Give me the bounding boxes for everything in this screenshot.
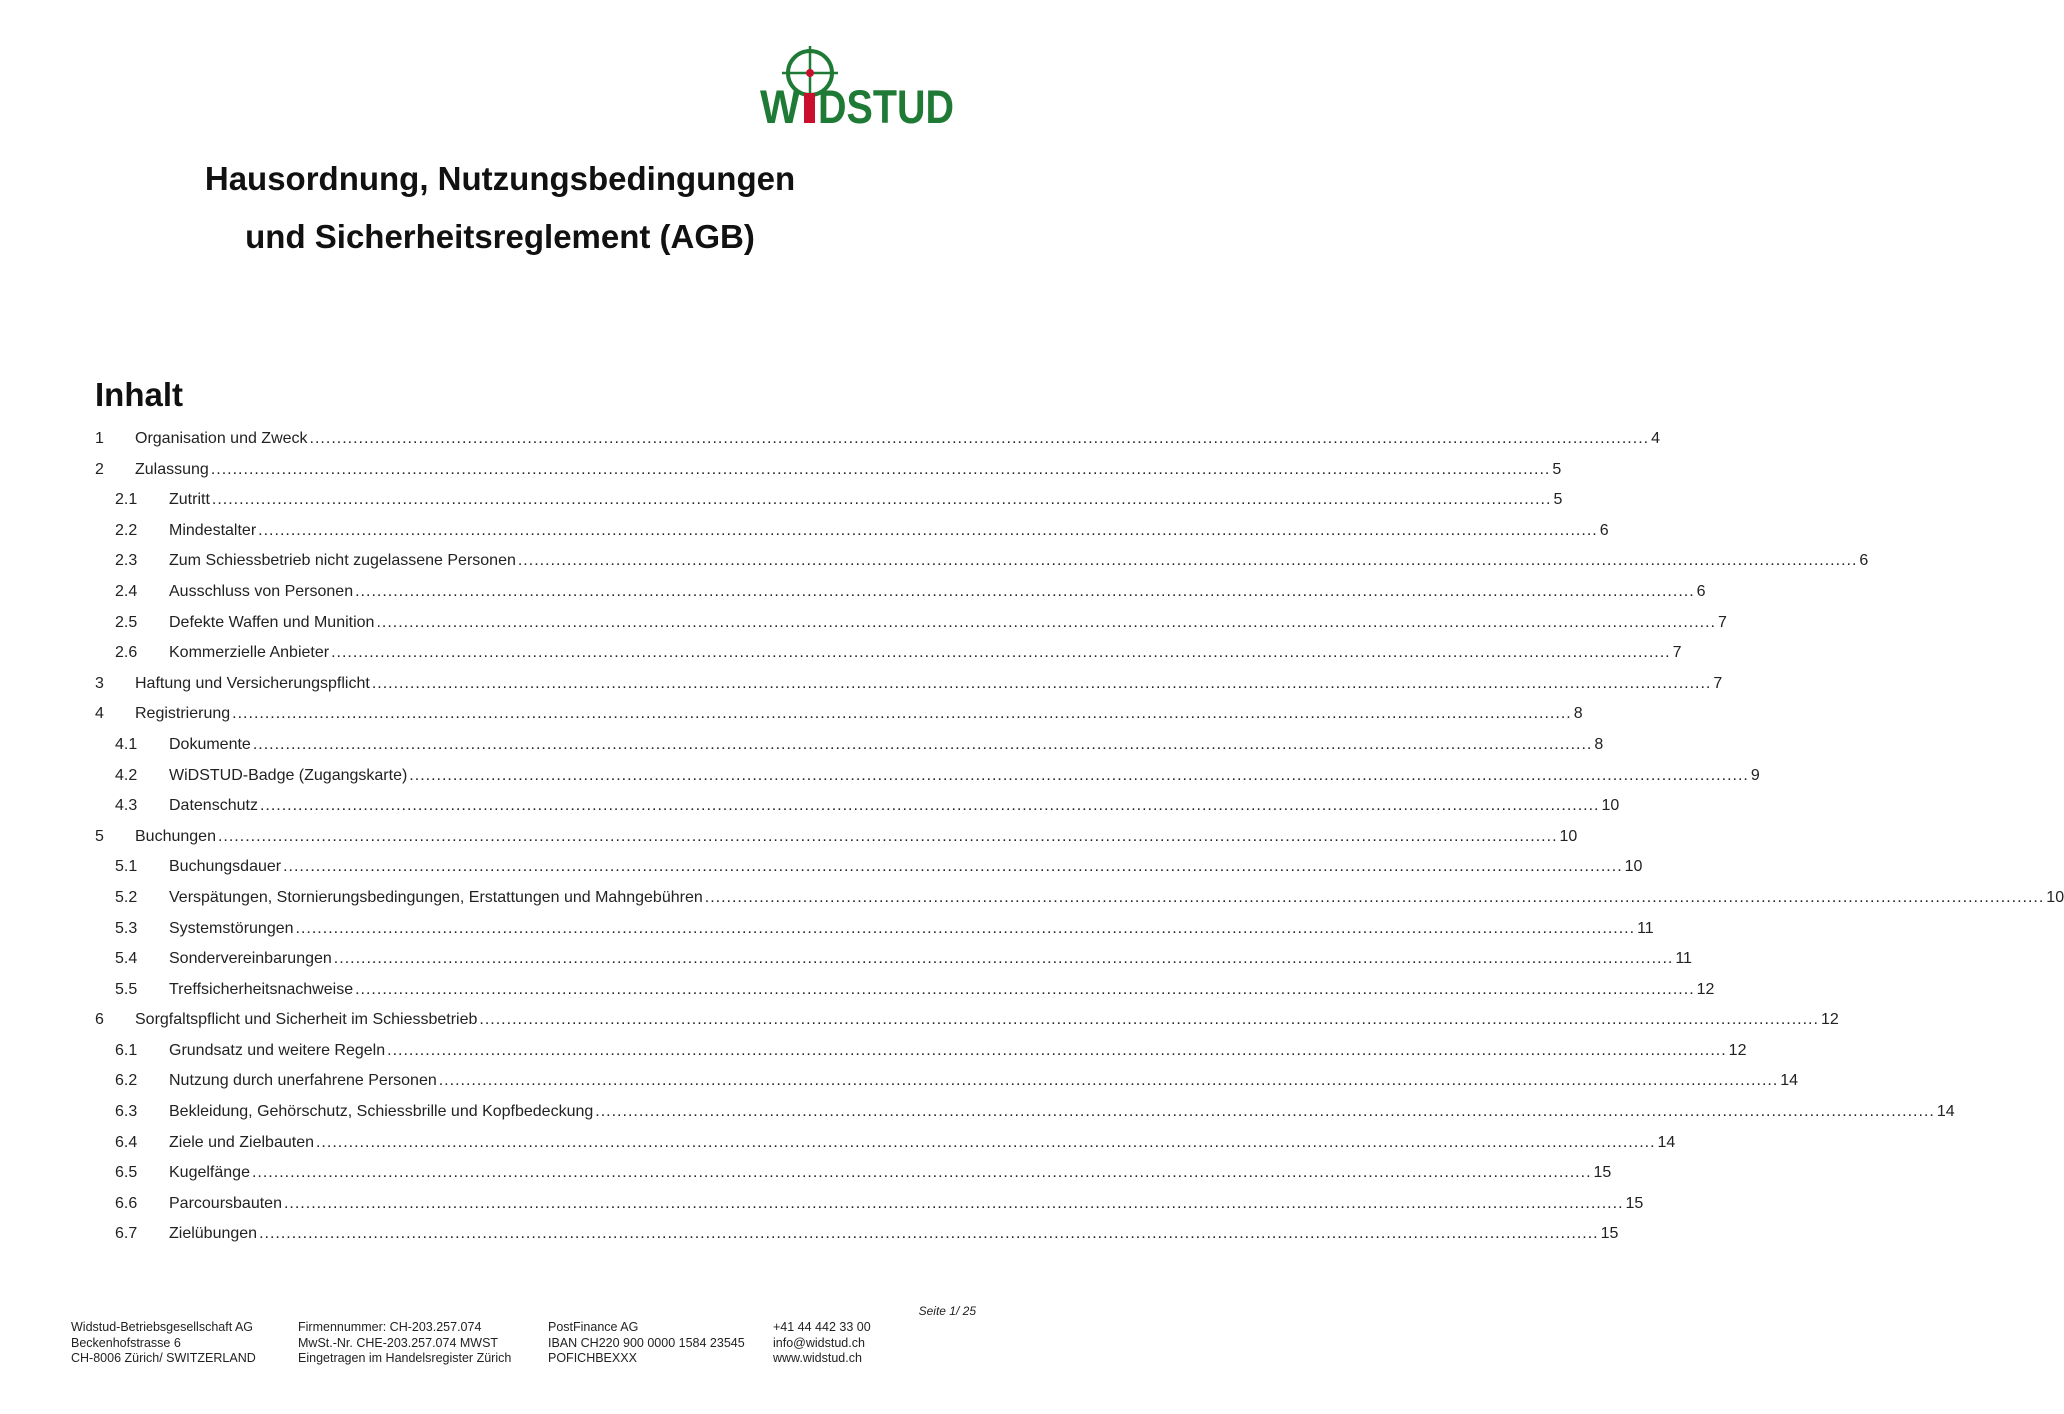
toc-dot-leader (439, 1072, 1779, 1090)
toc-entry-page: 10 (2046, 888, 2064, 906)
toc-entry-number: 6.6 (115, 1194, 138, 1212)
toc-entry-number: 6 (95, 1011, 104, 1029)
toc-entry[interactable] (95, 674, 1723, 706)
toc-entry[interactable] (95, 582, 1706, 614)
toc-entry-title: Sondervereinbarungen (169, 950, 332, 968)
toc-entry[interactable] (95, 766, 1760, 798)
toc-dot-leader (283, 858, 1623, 876)
footer-website[interactable]: www.widstud.ch (773, 1351, 862, 1365)
toc-dot-leader (296, 920, 1636, 938)
toc-entry-title: Haftung und Versicherungspflicht (135, 674, 370, 692)
widstud-logo (760, 46, 956, 133)
page-number: Seite 1/ 25 (918, 1304, 976, 1318)
toc-entry-number: 5.4 (115, 950, 138, 968)
toc-entry-page: 6 (1859, 552, 1869, 570)
toc-dot-leader (355, 583, 1695, 601)
footer-registration (298, 1320, 511, 1367)
footer-city: CH-8006 Zürich/ SWITZERLAND (71, 1351, 256, 1365)
toc-entry-title: Datenschutz (169, 797, 258, 815)
toc-entry-title: Sorgfaltspflicht und Sicherheit im Schiessbetrieb (135, 1011, 478, 1029)
footer-company-name: Widstud-Betriebsgesellschaft AG (71, 1320, 254, 1334)
toc-entry-title: Nutzung durch unerfahrene Personen (169, 1072, 437, 1090)
toc-entry-number: 6.2 (115, 1072, 138, 1090)
toc-entry-number: 2.6 (115, 644, 138, 662)
toc-entry-title: Zulassung (135, 460, 209, 478)
toc-dot-leader (376, 614, 1716, 632)
toc-dot-leader (260, 797, 1600, 815)
toc-dot-leader (355, 981, 1695, 999)
toc-entry[interactable] (95, 1164, 1612, 1195)
toc-entry[interactable] (95, 552, 1869, 583)
toc-entry-page: 7 (1672, 644, 1682, 662)
toc-entry[interactable] (95, 735, 1604, 767)
toc-entry[interactable] (95, 1041, 1747, 1073)
toc-entry-page: 14 (1780, 1072, 1799, 1090)
toc-entry[interactable] (95, 980, 1715, 1012)
toc-entry-page: 14 (1657, 1133, 1676, 1151)
toc-dot-leader (705, 889, 2045, 907)
toc-dot-leader (409, 767, 1749, 785)
toc-entry-number: 5.2 (115, 888, 138, 906)
toc-dot-leader (252, 1164, 1592, 1182)
toc-entry-title: Defekte Waffen und Munition (169, 613, 375, 631)
toc-entry-title: Treffsicherheitsnachweise (169, 980, 354, 998)
toc-entry-number: 2.3 (115, 552, 138, 570)
toc-dot-leader (232, 705, 1572, 723)
toc-entry-page: 8 (1594, 735, 1604, 753)
toc-dot-leader (479, 1011, 1819, 1029)
toc-dot-leader (253, 736, 1593, 754)
toc-dot-leader (310, 430, 1650, 448)
toc-entry-page: 14 (1936, 1103, 1955, 1121)
toc-dot-leader (372, 675, 1712, 693)
toc-entry[interactable] (95, 1225, 1619, 1256)
toc-entry-number: 2.4 (115, 582, 138, 600)
toc-entry[interactable] (95, 858, 1643, 889)
toc-entry-title: Zutritt (169, 491, 210, 509)
toc-entry[interactable] (95, 430, 1660, 461)
footer-bank (548, 1320, 745, 1367)
toc-entry-number: 6.5 (115, 1164, 138, 1182)
toc-entry-number: 6.3 (115, 1103, 138, 1121)
toc-entry-title: Dokumente (169, 735, 251, 753)
document-title (0, 150, 1000, 266)
toc-entry-number: 4 (95, 705, 104, 723)
toc-dot-leader (218, 828, 1558, 846)
toc-entry-number: 4.3 (115, 797, 138, 815)
toc-entry[interactable] (95, 888, 2064, 920)
toc-entry-title: Zielübungen (169, 1225, 258, 1243)
toc-entry-page: 5 (1552, 460, 1562, 478)
toc-entry-page: 11 (1637, 919, 1654, 937)
toc-entry[interactable] (95, 1133, 1676, 1165)
toc-entry-title: Mindestalter (169, 521, 257, 539)
toc-entry-number: 3 (95, 674, 104, 692)
toc-entry-page: 4 (1651, 430, 1660, 447)
toc-entry-page: 7 (1713, 674, 1723, 692)
toc-entry-title: Verspätungen, Stornierungsbedingungen, Erstattungen und Mahngebühren (169, 888, 703, 906)
footer-email[interactable]: info@widstud.ch (773, 1335, 865, 1350)
toc-entry-title: Zum Schiessbetrieb nicht zugelassene Personen (169, 552, 516, 570)
footer-register: Eingetragen im Handelsregister Zürich (298, 1351, 512, 1365)
title-line-1: Hausordnung, Nutzungsbedingungen (204, 160, 796, 197)
toc-entry-number: 5 (95, 827, 104, 845)
toc-dot-leader (212, 491, 1552, 509)
toc-dot-leader (284, 1195, 1624, 1213)
toc-dot-leader (258, 522, 1598, 540)
toc-entry-number: 1 (95, 430, 104, 447)
footer-bic: POFICHBEXXX (548, 1351, 637, 1365)
toc-entry-page: 6 (1696, 582, 1706, 600)
toc-entry-page: 5 (1553, 491, 1563, 509)
toc-dot-leader (334, 950, 1674, 968)
toc-entry-title: Ziele und Zielbauten (169, 1133, 314, 1151)
footer-company-number: Firmennummer: CH-203.257.074 (298, 1320, 482, 1334)
toc-entry-page: 15 (1600, 1225, 1619, 1243)
toc-entry-title: Bekleidung, Gehörschutz, Schiessbrille und Kopfbedeckung (169, 1103, 594, 1121)
toc-entry-page: 15 (1625, 1194, 1644, 1212)
toc-entry-title: Registrierung (135, 705, 231, 723)
toc-dot-leader (259, 1225, 1599, 1243)
toc-entry-title: Kommerzielle Anbieter (169, 644, 330, 662)
toc-entry-number: 4.2 (115, 766, 138, 784)
toc-entry-page: 10 (1601, 797, 1620, 815)
toc-entry-number: 5.1 (115, 858, 138, 876)
toc-entry-number: 6.7 (115, 1225, 138, 1243)
toc-entry-page: 15 (1593, 1164, 1612, 1182)
toc-entry-number: 6.4 (115, 1133, 138, 1151)
toc-dot-leader (331, 644, 1671, 662)
footer-contact (773, 1320, 871, 1367)
toc-entry[interactable] (95, 644, 1682, 675)
toc-entry-title: Organisation und Zweck (135, 430, 308, 447)
toc-entry-title: Parcoursbauten (169, 1194, 282, 1212)
footer-phone: +41 44 442 33 00 (773, 1320, 871, 1334)
toc-entry-title: Ausschluss von Personen (169, 582, 354, 600)
toc-dot-leader (387, 1042, 1727, 1060)
toc-entry-page: 7 (1718, 613, 1727, 631)
toc-entry-title: Systemstörungen (169, 919, 294, 937)
toc-entry-number: 2 (95, 460, 104, 478)
toc-dot-leader (316, 1134, 1656, 1152)
toc-entry-page: 9 (1750, 766, 1760, 784)
toc-entry-page: 11 (1675, 950, 1692, 968)
toc-entry-page: 12 (1728, 1041, 1747, 1059)
toc-entry[interactable] (95, 521, 1609, 553)
toc-entry-title: Grundsatz und weitere Regeln (169, 1041, 386, 1059)
toc-entry[interactable] (95, 827, 1578, 859)
logo-letter-i (804, 93, 815, 123)
toc-entry-number: 5.3 (115, 919, 138, 937)
toc-entry[interactable] (95, 613, 1727, 645)
toc-entry-title: WiDSTUD-Badge (Zugangskarte) (169, 766, 408, 784)
title-line-2: und Sicherheitsreglement (AGB) (245, 218, 755, 255)
footer-bank-name: PostFinance AG (548, 1320, 639, 1334)
logo-letter-w: W (760, 80, 801, 133)
toc-entry[interactable] (95, 950, 1692, 981)
toc-entry-page: 6 (1599, 521, 1609, 539)
toc-dot-leader (211, 461, 1551, 479)
toc-entry-title: Buchungen (135, 827, 216, 845)
toc-heading: Inhalt (95, 376, 183, 413)
footer-iban: IBAN CH220 900 0000 1584 23545 (548, 1335, 745, 1350)
toc-entry[interactable] (95, 491, 1563, 522)
toc-entry[interactable] (95, 1103, 1955, 1134)
toc-entry-number: 2.2 (115, 521, 138, 539)
footer-vat-number: MwSt.-Nr. CHE-203.257.074 MWST (298, 1335, 499, 1350)
toc-entry-title: Buchungsdauer (169, 858, 282, 876)
toc-entry[interactable] (95, 797, 1620, 828)
toc-entry[interactable] (95, 460, 1562, 492)
toc-entry-page: 12 (1820, 1011, 1839, 1029)
toc-entry[interactable] (95, 1011, 1839, 1042)
toc-entry-page: 10 (1559, 827, 1578, 845)
toc-entry-page: 8 (1573, 705, 1583, 723)
toc-entry[interactable] (95, 919, 1654, 951)
toc-dot-leader (518, 552, 1858, 570)
toc-entry-page: 10 (1624, 858, 1643, 876)
toc-entry[interactable] (95, 705, 1583, 736)
table-of-contents (95, 430, 2064, 1256)
toc-entry-number: 4.1 (115, 735, 138, 753)
toc-entry[interactable] (95, 1194, 1644, 1226)
toc-entry-number: 6.1 (115, 1041, 138, 1059)
toc-entry[interactable] (95, 1072, 1799, 1103)
logo-letters-dstud: DSTUD (818, 80, 954, 133)
footer-street: Beckenhofstrasse 6 (71, 1335, 181, 1350)
toc-entry-page: 12 (1696, 980, 1715, 998)
toc-dot-leader (595, 1103, 1935, 1121)
toc-entry-number: 5.5 (115, 980, 138, 998)
footer-company (71, 1320, 256, 1367)
toc-entry-number: 2.1 (115, 491, 138, 509)
toc-entry-title: Kugelfänge (169, 1164, 250, 1182)
toc-entry-number: 2.5 (115, 613, 138, 631)
